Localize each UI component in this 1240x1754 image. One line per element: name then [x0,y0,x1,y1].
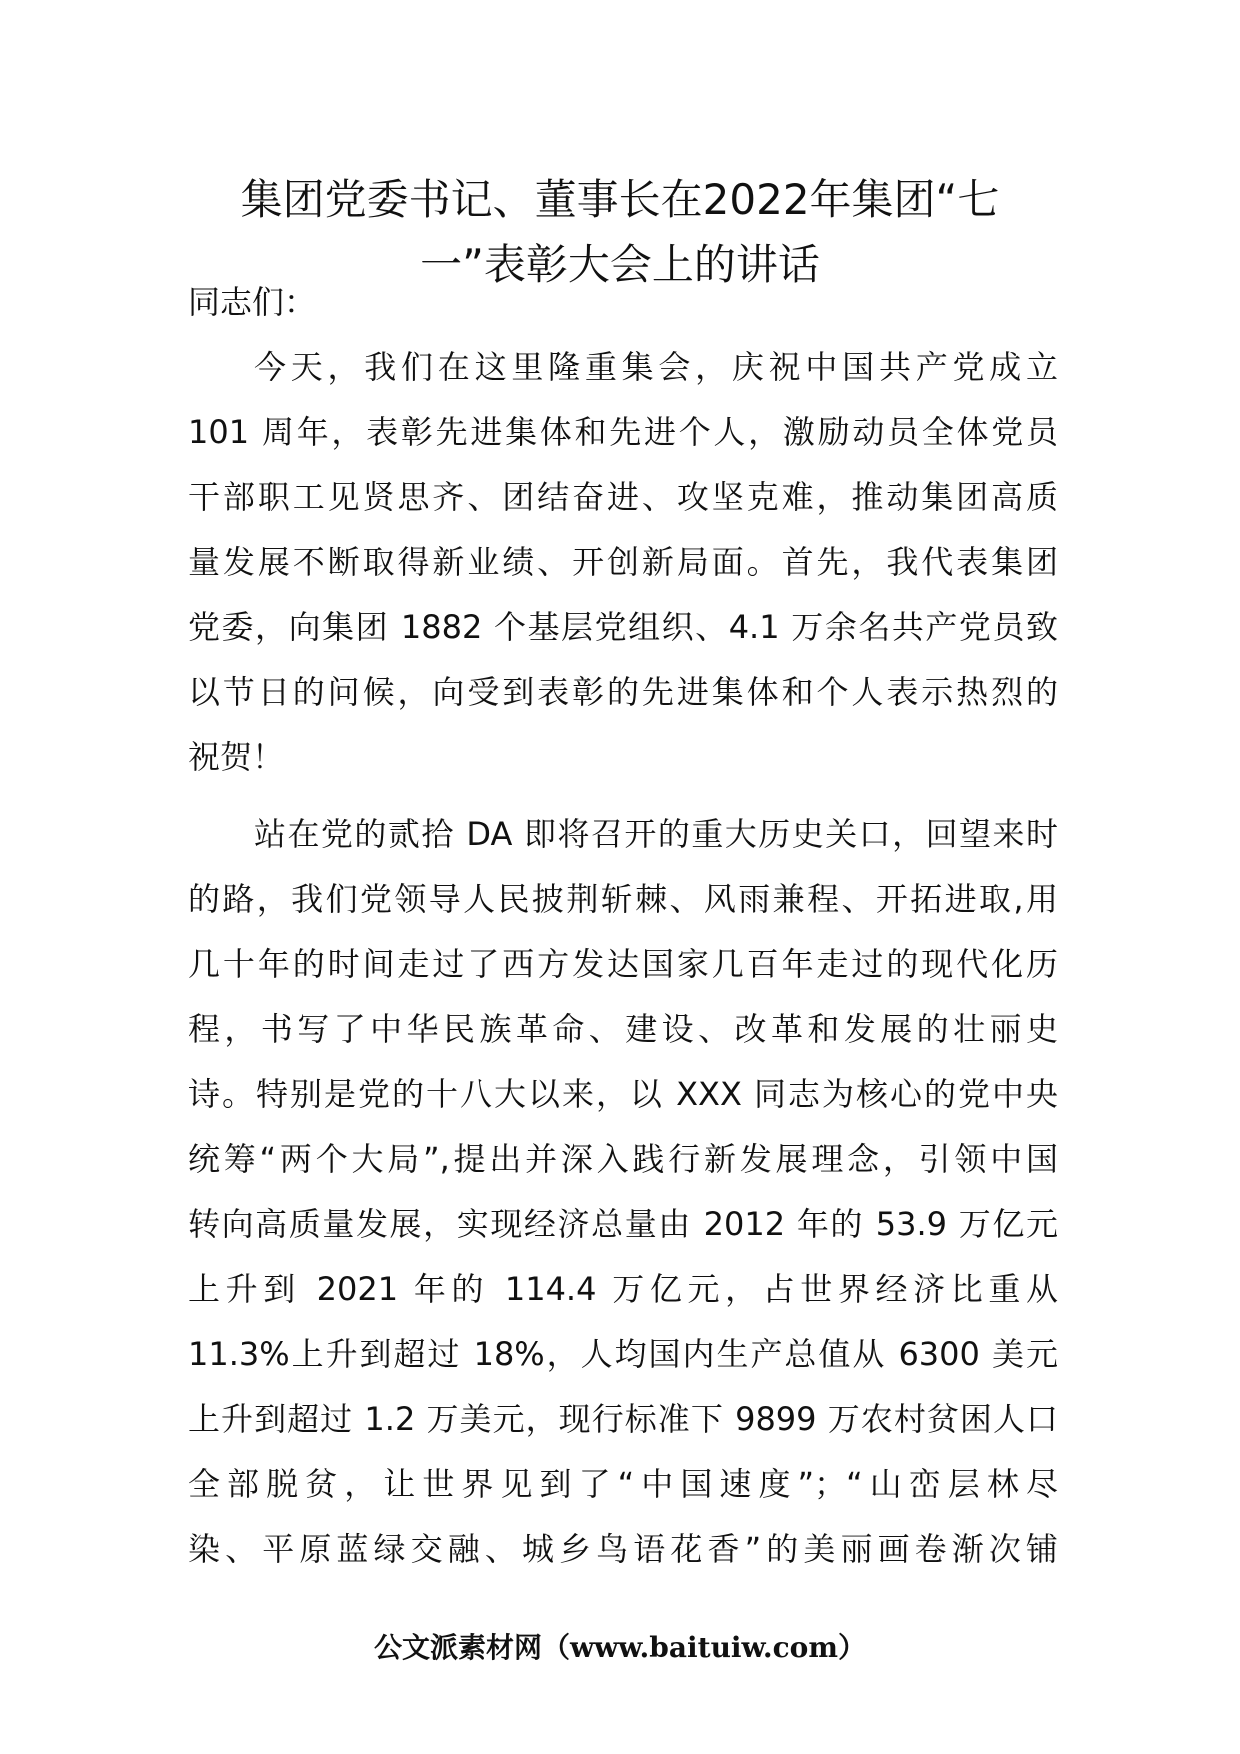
title-line-1: 集团党委书记、董事长在2022年集团“七 [240,175,1000,224]
document-body [188,270,1058,1582]
paragraph-line: 101 周年，表彰先进集体和先进个人，激励动员全体党员 [188,413,1058,451]
paragraph-line: 全部脱贫，让世界见到了“中国速度”；“山峦层林尽 [188,1465,1058,1503]
paragraph-line: 站在党的贰拾 DA 即将召开的重大历史关口，回望来时 [254,815,1058,853]
paragraph-spacer [188,790,1058,802]
paragraph-line: 今天，我们在这里隆重集会，庆祝中国共产党成立 [254,348,1058,386]
salutation: 同志们： [188,283,317,321]
paragraph-line: 染、平原蓝绿交融、城乡鸟语花香”的美丽画卷渐次铺 [188,1530,1058,1568]
footer-watermark: 公文派素材网（www.baituiw.com） [374,1631,866,1664]
title-line-2: 一”表彰大会上的讲话 [420,240,820,289]
paragraph-line: 几十年的时间走过了西方发达国家几百年走过的现代化历 [188,945,1058,983]
paragraph-2 [188,802,1058,1582]
paragraph-line: 统筹“两个大局”,提出并深入践行新发展理念，引领中国 [188,1140,1058,1178]
paragraph-line: 11.3%上升到超过 18%，人均国内生产总值从 6300 美元 [188,1335,1058,1373]
paragraph-line: 上升到 2021 年的 114.4 万亿元，占世界经济比重从 [188,1270,1058,1308]
paragraph-line: 转向高质量发展，实现经济总量由 2012 年的 53.9 万亿元 [188,1205,1058,1243]
paragraph-line: 量发展不断取得新业绩、开创新局面。首先，我代表集团 [188,543,1058,581]
paragraph-line: 诗。特别是党的十八大以来，以 XXX 同志为核心的党中央 [188,1075,1058,1113]
paragraph-1 [188,335,1058,790]
paragraph-line: 程，书写了中华民族革命、建设、改革和发展的壮丽史 [188,1010,1058,1048]
paragraph-line: 上升到超过 1.2 万美元，现行标准下 9899 万农村贫困人口 [188,1400,1058,1438]
paragraph-line: 以节日的问候，向受到表彰的先进集体和个人表示热烈的 [188,673,1058,711]
paragraph-line: 干部职工见贤思齐、团结奋进、攻坚克难，推动集团高质 [188,478,1058,516]
paragraph-line: 祝贺！ [188,738,285,776]
paragraph-line: 的路，我们党领导人民披荆斩棘、风雨兼程、开拓进取,用 [188,880,1058,918]
paragraph-line: 党委，向集团 1882 个基层党组织、4.1 万余名共产党员致 [188,608,1058,646]
